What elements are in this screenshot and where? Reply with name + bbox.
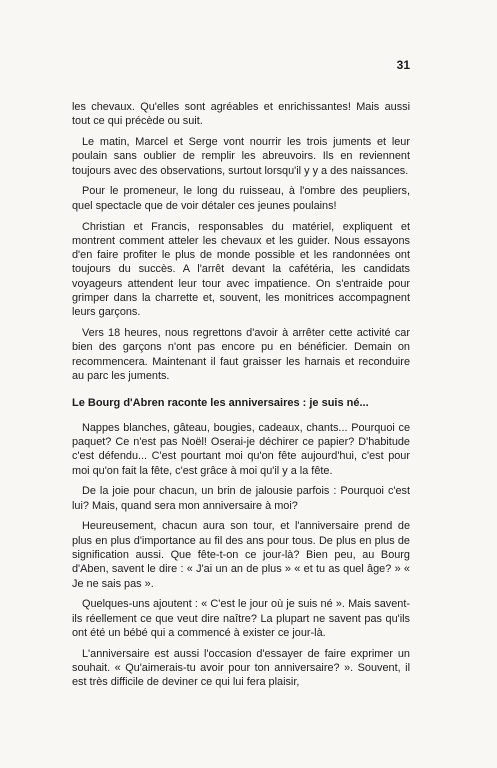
paragraph: Nappes blanches, gâteau, bougies, cadeaux, chants... Pourquoi ce paquet? Ce n'est pas Noël! Oserai-je déchirer ce papier? D'habitude c'est défendu... C'est pourtant moi qu'on fête aujourd'hui, c'est pour moi qu'on fait la fête, c'est grâce à moi qu'il y a la fête. [72, 421, 410, 477]
paragraph: De la joie pour chacun, un brin de jalousie parfois : Pourquoi c'est lui? Mais, quand sera mon anniversaire à moi? [72, 485, 410, 512]
paragraph: Le matin, Marcel et Serge vont nourrir les trois juments et leur poulain sans oublier de remplir les abreuvoirs. Ils en reviennent toujours avec des observations, surtout lorsqu'il y y a des naissances. [72, 136, 410, 177]
paragraph: les chevaux. Qu'elles sont agréables et enrichissantes! Mais aussi tout ce qui précède ou suit. [72, 101, 410, 128]
paragraph: Vers 18 heures, nous regrettons d'avoir à arrêter cette activité car bien des garçons n'ont pas encore pu en bénéficier. Demain on recommencera. Maintenant il faut graisser les harnais et reconduire au parc les juments. [72, 327, 410, 383]
paragraph: Pour le promeneur, le long du ruisseau, à l'ombre des peupliers, quel spectacle que de voir détaler ces jeunes poulains! [72, 185, 410, 212]
paragraph: Quelques-uns ajoutent : « C'est le jour où je suis né ». Mais savent-ils réellement ce que veut dire naître? La plupart ne savent pas qu'ils ont été un bébé qui a commencé à exister ce jour-là. [72, 598, 410, 639]
paragraph: L'anniversaire est aussi l'occasion d'essayer de faire exprimer un souhait. « Qu'aimerais-tu avoir pour ton anniversaire? ». Souvent, il est très difficile de deviner ce qui lui fera plaisir, [72, 647, 410, 689]
body-text [72, 100, 410, 696]
paragraph: Heureusement, chacun aura son tour, et l'anniversaire prend de plus en plus d'importance au fil des ans pour tous. De plus en plus de signification aussi. Que fête-t-on ce jour-là? Bien peu, au Bourg d'Aben, savent le dire : « J'ai un an de plus » « et tu as quel âge? » « Je ne sais pas ». [72, 520, 410, 590]
page-number: 31 [396, 58, 410, 72]
paragraph: Christian et Francis, responsables du matériel, expliquent et montrent comment atteler les chevaux et les guider. Nous essayons d'en faire profiter le plus de monde possible et les randonnées ont toujours du succès. A l'arrêt devant la cafétéria, les candidats voyageurs attendent leur tour avec impatience. On s'entraide pour grimper dans la charrette et, souvent, les monitrices accompagnent leurs garçons. [72, 220, 410, 319]
section-heading: Le Bourg d'Abren raconte les anniversaires : je suis né... [72, 397, 369, 410]
